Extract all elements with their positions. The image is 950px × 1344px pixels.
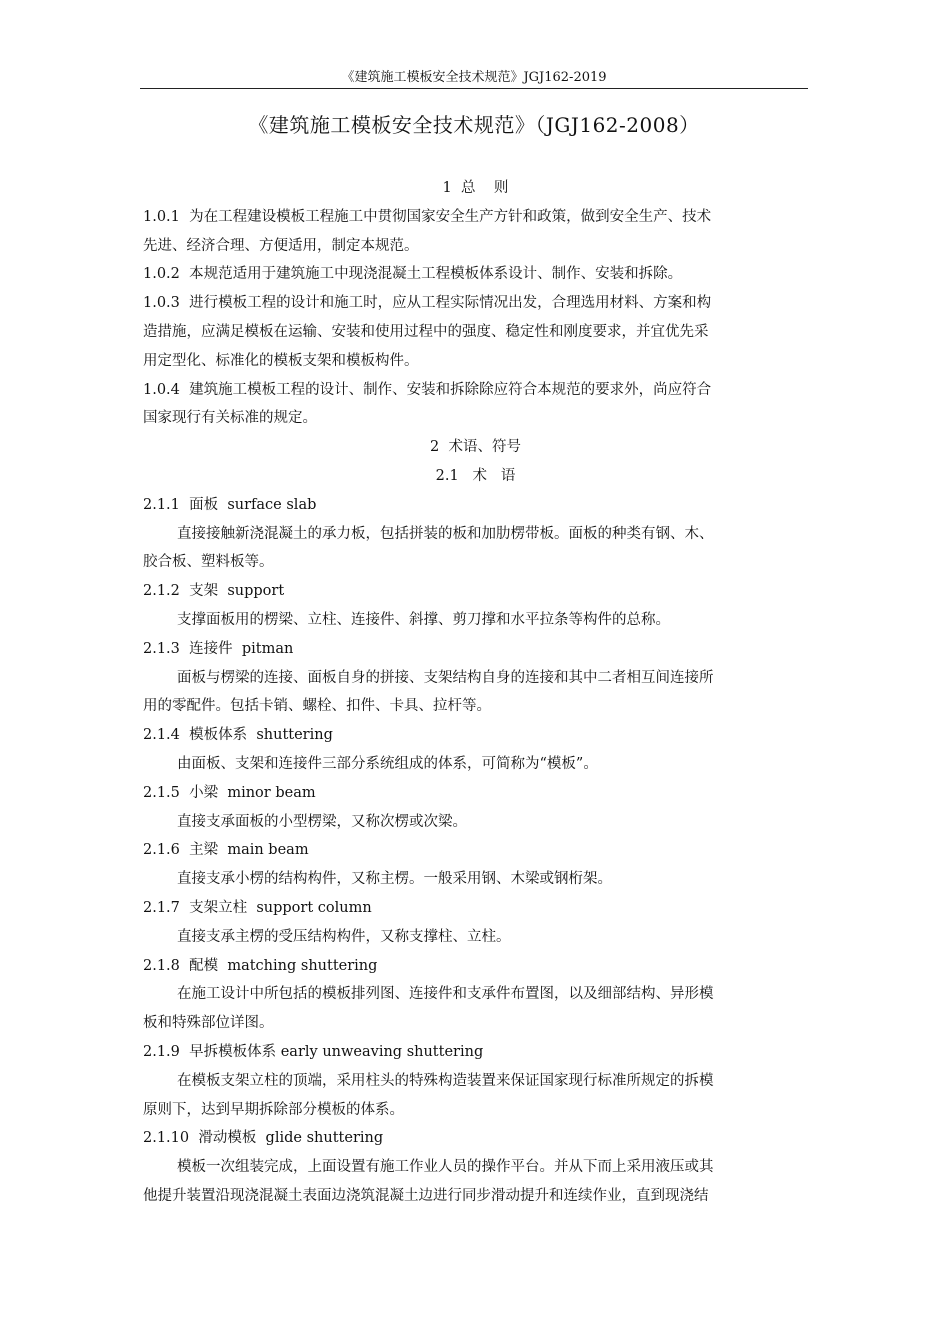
text-line: 直接接触新浇混凝土的承力板，包括拼装的板和加肋楞带板。面板的种类有钢、木、 bbox=[177, 525, 714, 542]
section-heading: 2.1 术 语 bbox=[435, 467, 516, 484]
text-line: 2.1.1 面板 surface slab bbox=[143, 496, 317, 513]
text-line: 2.1.5 小梁 minor beam bbox=[143, 784, 316, 801]
text-line: 1.0.4 建筑施工模板工程的设计、制作、安装和拆除除应符合本规范的要求外，尚应符合 bbox=[143, 381, 712, 398]
text-line: 他提升装置沿现浇混凝土表面边浇筑混凝土边进行同步滑动提升和连续作业，直到现浇结 bbox=[143, 1187, 709, 1204]
text-line: 2.1.8 配模 matching shuttering bbox=[143, 957, 378, 974]
text-line: 胶合板、塑料板等。 bbox=[143, 554, 274, 571]
text-line: 支撑面板用的楞梁、立柱、连接件、斜撑、剪刀撑和水平拉条等构件的总称。 bbox=[177, 611, 670, 628]
text-line: 2.1.6 主梁 main beam bbox=[143, 842, 309, 859]
text-line: 2.1.10 滑动模板 glide shuttering bbox=[143, 1130, 384, 1147]
text-line: 2.1.3 连接件 pitman bbox=[143, 640, 294, 657]
text-line: 2.1.4 模板体系 shuttering bbox=[143, 727, 333, 744]
text-line: 板和特殊部位详图。 bbox=[143, 1015, 274, 1032]
text-line: 国家现行有关标准的规定。 bbox=[143, 410, 317, 427]
text-line: 2.1.7 支架立柱 support column bbox=[143, 899, 372, 916]
text-line: 在模板支架立柱的顶端，采用柱头的特殊构造装置来保证国家现行标准所规定的拆模 bbox=[177, 1072, 714, 1089]
text-line: 模板一次组装完成，上面设置有施工作业人员的操作平台。并从下而上采用液压或其 bbox=[177, 1159, 714, 1176]
running-header: 《建筑施工模板安全技术规范》JGJ162-2019 bbox=[341, 70, 607, 85]
document-title: 《建筑施工模板安全技术规范》（JGJ162-2008） bbox=[248, 113, 700, 137]
text-line: 先进、经济合理、方便适用，制定本规范。 bbox=[143, 237, 419, 254]
text-line: 由面板、支架和连接件三部分系统组成的体系，可简称为“模板”。 bbox=[177, 755, 598, 772]
text-line: 1.0.1 为在工程建设模板工程施工中贯彻国家安全生产方针和政策，做到安全生产、技术 bbox=[143, 208, 712, 225]
header-rule bbox=[140, 88, 808, 89]
text-line: 直接支承面板的小型楞梁，又称次楞或次梁。 bbox=[177, 813, 467, 830]
text-line: 面板与楞梁的连接、面板自身的拼接、支架结构自身的连接和其中二者相互间连接所 bbox=[177, 669, 714, 686]
text-line: 用的零配件。包括卡销、螺栓、扣件、卡具、拉杆等。 bbox=[143, 698, 491, 715]
text-line: 在施工设计中所包括的模板排列图、连接件和支承件布置图，以及细部结构、异形模 bbox=[177, 986, 714, 1003]
text-line: 用定型化、标准化的模板支架和模板构件。 bbox=[143, 352, 419, 369]
section-heading: 2 术语、符号 bbox=[430, 439, 521, 456]
text-line: 原则下，达到早期拆除部分模板的体系。 bbox=[143, 1101, 404, 1118]
text-line: 2.1.9 早拆模板体系 early unweaving shuttering bbox=[143, 1043, 484, 1060]
text-line: 造措施，应满足模板在运输、安装和使用过程中的强度、稳定性和刚度要求，并宜优先采 bbox=[143, 323, 709, 340]
section-heading: 1 总 则 bbox=[442, 180, 509, 196]
text-line: 1.0.3 进行模板工程的设计和施工时，应从工程实际情况出发，合理选用材料、方案和构 bbox=[143, 295, 712, 312]
text-line: 直接支承主楞的受压结构构件，又称支撑柱、立柱。 bbox=[177, 928, 511, 945]
text-line: 1.0.2 本规范适用于建筑施工中现浇混凝土工程模板体系设计、制作、安装和拆除。 bbox=[143, 266, 683, 283]
text-line: 直接支承小楞的结构构件，又称主楞。一般采用钢、木梁或钢桁架。 bbox=[177, 871, 612, 888]
text-line: 2.1.2 支架 support bbox=[143, 583, 285, 600]
document-body bbox=[143, 174, 808, 1211]
